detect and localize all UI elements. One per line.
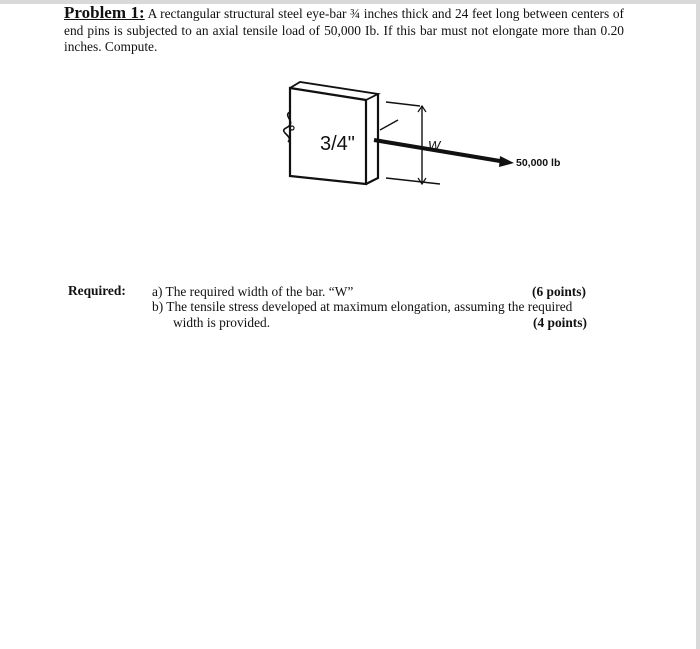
dim-line-bottom [386, 178, 440, 184]
problem-title: Problem 1: [64, 3, 145, 22]
required-item-b-points: (4 points) [533, 315, 587, 330]
required-item-a-points: (6 points) [532, 284, 586, 299]
problem-statement [64, 5, 624, 56]
required-item-b: b) The tensile stress developed at maximum elongation, assuming the required [152, 299, 573, 314]
required-label: Required: [68, 283, 126, 298]
thickness-label: 3/4" [320, 133, 355, 155]
problem-text: A rectangular structural steel eye-bar ¾ inches thick and 24 feet long between centers of end pins is subjected to an axial tensile load of 50,000 Ib. If this bar must not elongate more than 0.20 inches. Compute. [64, 6, 625, 54]
dim-line-top [386, 102, 420, 106]
page-frame-right [696, 0, 700, 649]
load-label: 50,000 lb [516, 157, 561, 169]
eye-bar-figure [270, 78, 590, 198]
required-item-b-continued: width is provided. [173, 315, 271, 330]
required-item-a: a) The required width of the bar. “W” [152, 284, 354, 299]
width-label: W [428, 138, 441, 153]
load-arrow-head [499, 156, 514, 167]
